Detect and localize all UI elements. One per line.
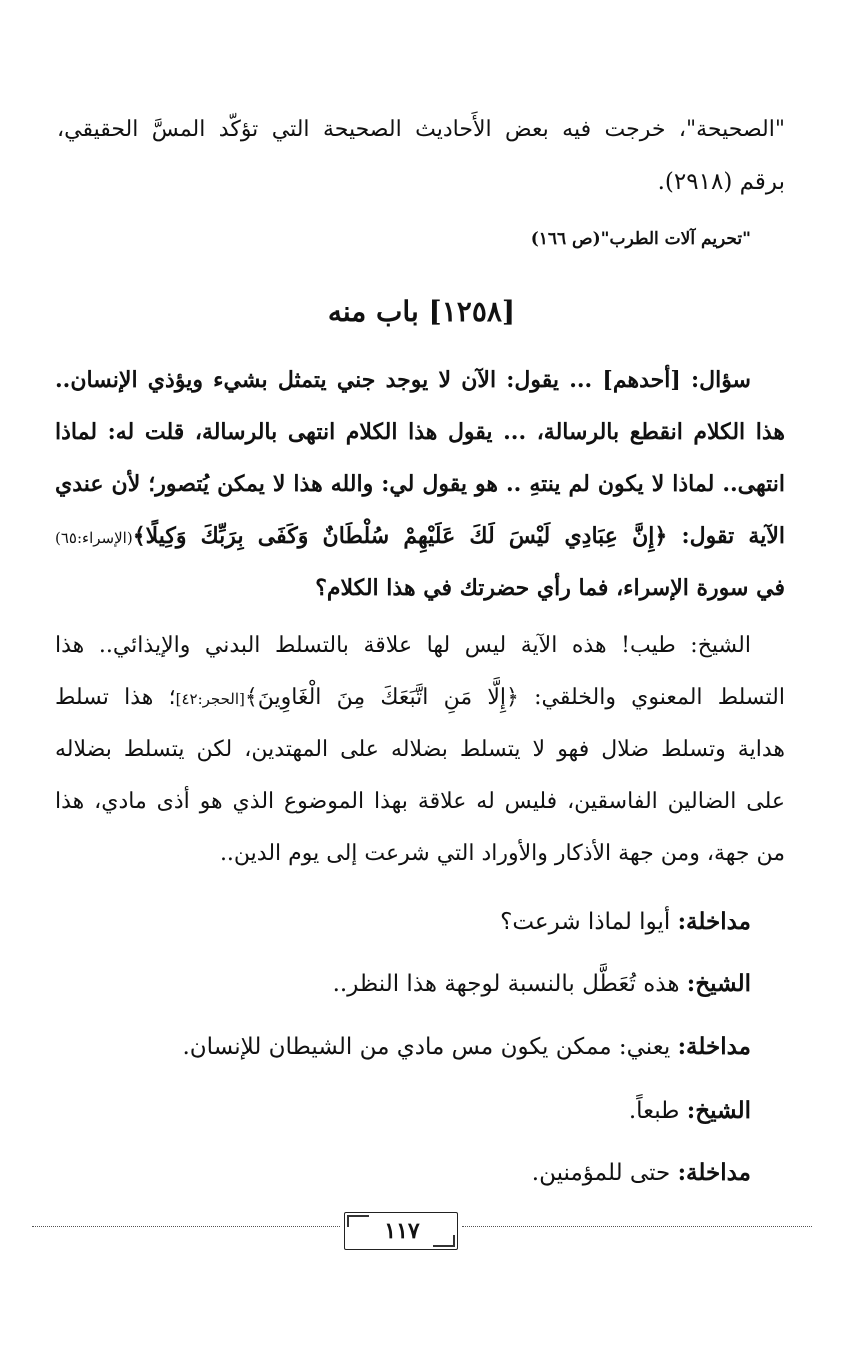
text-line: برقم (٢٩١٨). — [657, 169, 785, 195]
text-line: على الضالين الفاسقين، فليس له علاقة بهذا الموضوع الذي هو أذى مادي، هذا — [55, 789, 785, 814]
verse-reference: [الحجر:٤٢] — [175, 690, 245, 708]
page-number: ١١٧ — [384, 1218, 420, 1244]
text-line: سؤال: [أحدهم] ... يقول: الآن لا يوجد جني يتمثل بشيء ويؤذي الإنسان.. — [55, 367, 751, 393]
quran-verse: الآية تقول: ﴿إِنَّ عِبَادِي لَيْسَ لَكَ عَلَيْهِمْ سُلْطَانٌ وَكَفَى بِرَبِّكَ وَكِيلًا﴾ — [132, 523, 785, 549]
question-paragraph — [55, 354, 785, 614]
verse-reference: (الإسراء:٦٥) — [55, 529, 133, 547]
dialogue-line — [182, 1030, 751, 1064]
chapter-heading: [١٢٥٨] باب منه — [327, 295, 516, 328]
speaker-label: مداخلة: — [677, 908, 751, 935]
text-line: الشيخ: طيب! هذه الآية ليس لها علاقة بالتسلط البدني والإيذائي.. هذا — [55, 633, 751, 658]
dialogue-text: حتى للمؤمنين. — [531, 1160, 678, 1186]
dialogue-line — [629, 1094, 751, 1128]
footer-dotted-rule — [462, 1226, 812, 1227]
speaker-label: مداخلة: — [677, 1033, 751, 1060]
answer-paragraph — [55, 620, 785, 880]
dialogue-text: يعني: ممكن يكون مس مادي من الشيطان للإنسان. — [182, 1034, 678, 1060]
text-line: "الصحيحة"، خرجت فيه بعض الأَحاديث الصحيحة التي تؤكّد المسَّ الحقيقي، — [57, 117, 785, 142]
text-line: هذا الكلام انقطع بالرسالة، ... يقول هذا الكلام انتهى بالرسالة، قلت له: لماذا — [55, 419, 785, 445]
speaker-label: مداخلة: — [677, 1159, 751, 1186]
quran-verse: التسلط المعنوي والخلقي: ﴿إِلَّا مَنِ اتَّبَعَكَ مِنَ الْغَاوِينَ﴾ — [244, 685, 785, 710]
speaker-label: الشيخ: — [686, 970, 751, 997]
verse-line — [55, 510, 785, 562]
dialogue-text: هذه تُعَطَّل بالنسبة لوجهة هذا النظر.. — [332, 971, 687, 997]
dialogue-text: طبعاً. — [628, 1098, 687, 1124]
dialogue-line — [333, 967, 751, 1001]
continuation-paragraph — [57, 104, 785, 156]
speaker-label: الشيخ: — [686, 1097, 751, 1124]
text-line: في سورة الإسراء، فما رأي حضرتك في هذا الكلام؟ — [315, 575, 785, 601]
text-line: انتهى.. لماذا لا يكون لم ينتهِ .. هو يقول لي: والله هذا لا يمكن يُتصور؛ لأن عندي — [55, 471, 785, 497]
text-fragment: ؛ هذا تسلط — [55, 685, 176, 710]
footer-dotted-rule — [32, 1226, 340, 1227]
dialogue-text: أيوا لماذا شرعت؟ — [500, 909, 678, 935]
verse-line — [55, 672, 785, 724]
dialogue-line — [500, 905, 751, 939]
citation: "تحريم آلات الطرب"(ص ١٦٦) — [530, 229, 751, 249]
page-number-frame — [344, 1212, 458, 1250]
dialogue-line — [532, 1156, 751, 1190]
text-line: من جهة، ومن جهة الأذكار والأوراد التي شرعت إلى يوم الدين.. — [219, 841, 785, 866]
text-line: هداية وتسلط ضلال فهو لا يتسلط بضلاله على المهتدين، لكن يتسلط بضلاله — [55, 737, 785, 762]
